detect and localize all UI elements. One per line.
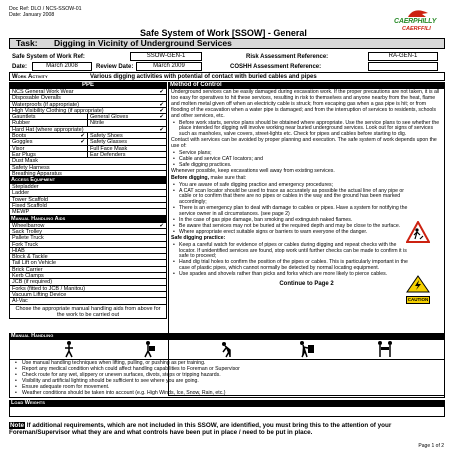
before-digging-item: • In the case of gas pipe damage, ban smoking and extinguish naked flames. <box>179 218 408 224</box>
electric-hazard-icon <box>406 275 430 293</box>
method-bullet-service-plans: • Before work starts, service plans should be obtained where appropriate. Use the service plans to see whether the place intended for digging will involve working near buried underground services. Look out for signs of services such as manholes, valve covers, street-lights etc. Check for pipes and cables before starting to dig. <box>179 121 442 139</box>
checklist-cell <box>88 114 166 119</box>
method-possible: Whenever possible, keep excavations well away from existing services. <box>171 167 335 174</box>
safe-digging-head: Safe digging practice: <box>171 234 226 241</box>
checklist-label: Safety Shoes <box>90 133 123 140</box>
task-bar <box>9 38 445 49</box>
checklist-label: High Visibility Clothing (if appropriate) <box>12 107 104 114</box>
doc-date: Date: January 2008 <box>9 12 55 18</box>
logo-text-top: CAERPHILLY <box>394 18 437 25</box>
manual-handling-item: • Report any medical condition which could affect handling capabilities to Foreman or Supervisor <box>22 367 440 373</box>
checklist-label: Safety Harness <box>12 164 50 171</box>
checklist-label: Ladder <box>12 190 30 197</box>
coshh-ref-value <box>368 62 438 71</box>
checklist-label: Gauntlets <box>12 114 36 121</box>
checklist-row <box>9 298 167 304</box>
task-label: Task: <box>16 38 38 48</box>
checklist-label: Tail Lift on Vehicle <box>12 260 57 267</box>
uses-item: • Safe digging practices. <box>179 163 442 169</box>
check-mark-icon: ✔ <box>159 101 164 108</box>
check-mark-icon: ✔ <box>80 139 85 146</box>
method-contact: Contact with services can be avoided by proper planning and execution. The safe system of work depends upon the use of: <box>171 137 437 150</box>
access-equipment-header: Access Equipment <box>9 177 167 184</box>
method-uses-list <box>171 151 442 169</box>
access-equipment-list <box>9 184 167 215</box>
team-lift-figure-icon <box>376 340 394 358</box>
note-tag: Note <box>10 422 24 429</box>
checklist-label: Pallete Truck <box>12 235 44 242</box>
checklist-label: Brick Carrier <box>12 266 43 273</box>
checklist-label: Block & Tackle <box>12 254 48 261</box>
work-activity-bar <box>9 72 445 81</box>
before-digging-list <box>171 183 442 236</box>
checklist-cell <box>10 114 88 119</box>
review-date-value: March 2009 <box>136 62 202 71</box>
coshh-ref-label: COSHH Assessment Reference: <box>230 64 322 70</box>
checklist-label: MEWP <box>12 209 30 216</box>
before-digging-heading <box>171 176 442 182</box>
date-label: Date: <box>12 64 28 70</box>
risk-ref-value: RA-GEN-1 <box>368 52 438 61</box>
checklist-label: NCS General Work Wear <box>12 89 74 95</box>
caution-label: CAUTION <box>407 296 429 302</box>
lifting-figure-icon <box>60 340 78 358</box>
checklist-label: Al-Vac <box>12 298 28 305</box>
checklist-label: Ear Defenders <box>90 151 126 158</box>
before-digging-tail: make sure that: <box>209 174 247 181</box>
checklist-cell <box>88 152 166 157</box>
checklist-label: JCB (if required) <box>12 279 53 286</box>
manual-handling-list <box>22 361 440 396</box>
checklist-label: Rubber <box>12 120 31 127</box>
load-weights-header: Load Weights <box>9 400 445 407</box>
manual-handling-item: • Check route for any wet, slippery or uneven surfaces, divots, steps or tripping hazards. <box>22 373 440 379</box>
checklist-cell <box>88 133 166 138</box>
bending-figure-icon <box>218 340 236 358</box>
checklist-label: Sack Trolley <box>12 228 42 235</box>
checklist-label: Goggles <box>12 139 33 146</box>
ssow-ref-value: SSOW-GEN-1 <box>130 52 202 61</box>
checklist-label: Visor <box>12 145 25 152</box>
page-number: Page 1 of 2 <box>418 443 444 449</box>
checklist-label: General Gloves <box>90 114 129 121</box>
work-activity-label: Work Activity <box>12 74 48 80</box>
safe-digging-item: • Use spades and shovels rather than picks and forks which are more likely to pierce cables. <box>179 272 408 278</box>
doc-ref: Doc Ref: DLO / NCS-SSOW-01 <box>9 6 82 12</box>
pushing-figure-icon <box>297 340 315 358</box>
check-mark-icon: ✔ <box>159 222 164 229</box>
checklist-label: Fixed Scaffold <box>12 203 47 210</box>
before-digging-item: • A CAT scan locator should be used to trace as accurately as possible the actual line of any pipe or cable or to confirm that there are no pipes or cables in the way and the ground has been marked accordingly; <box>179 189 408 207</box>
manual-aids-note: Chose the appropriate manual handling aids from above for the work to be carried out <box>9 305 167 319</box>
checklist-cell <box>10 146 88 151</box>
task-value: Digging in Vicinity of Underground Services <box>53 38 232 48</box>
checklist-cell <box>88 146 166 151</box>
checklist-label: Stepladder <box>12 184 39 191</box>
review-date-label: Review Date: <box>96 64 134 70</box>
caution-cable-sign <box>406 275 430 303</box>
continue-to-page-2: Continue to Page 2 <box>279 281 334 288</box>
manual-handling-item: • Ensure adequate room for movement. <box>22 385 440 391</box>
manual-handling-figures <box>9 340 445 360</box>
safe-digging-list <box>171 243 442 278</box>
manual-handling-item: • Use manual handling techniques when lifting, pulling, or pushing as per training. <box>22 361 440 367</box>
manual-aids-header: Manual Handling Aids <box>9 216 167 223</box>
manual-aids-list <box>9 223 167 305</box>
checklist-cell <box>10 133 88 138</box>
ppe-list <box>9 89 167 177</box>
checklist-label: Safety Glasses <box>90 139 127 146</box>
checklist-label: Kerb Clamps <box>12 273 44 280</box>
carrying-figure-icon <box>139 340 157 358</box>
safe-digging-item: • Hand dig trial holes to confirm the position of the pipes or cables. This is particularly important in the case of plastic pipes, which cannot normally be detected by normal locating equipment. <box>179 260 408 272</box>
checklist-label: Full Face Mask <box>90 145 128 152</box>
method-header: Method of Control <box>168 82 445 89</box>
logo-text-bottom: CAERFFILI <box>402 26 431 32</box>
checklist-label: Forks (fitted to JCB / Manitou) <box>12 285 86 292</box>
before-digging-head: Before digging, <box>171 174 210 181</box>
bottom-section <box>9 333 445 417</box>
checklist-row <box>9 171 167 177</box>
check-mark-icon: ✔ <box>159 126 164 133</box>
risk-ref-label: Risk Assessment Reference: <box>246 54 329 60</box>
manual-handling-item: • Visibility and artificial lighting should be sufficient to see where you are going. <box>22 379 440 385</box>
checklist-row <box>9 209 167 215</box>
checklist-cell <box>88 120 166 125</box>
manual-handling-header: Manual Handling <box>9 333 445 340</box>
before-digging-item: • You are aware of safe digging practice and emergency procedures; <box>179 183 408 189</box>
doc-ref-block <box>9 6 82 18</box>
manual-handling-text <box>9 360 445 398</box>
page-title: Safe System of Work [SSOW] - General <box>140 28 307 38</box>
uses-item: • Service plans; <box>179 151 442 157</box>
uses-item: • Cable and service CAT locators; and <box>179 157 442 163</box>
safe-digging-item: • Keep a careful watch for evidence of pipes or cables during digging and repeat checks with the locator. If unidentified services are found, stop work until further checks can be made to confirm it is safe to proceed; <box>179 243 408 261</box>
checklist-label: Hard Hat (where appropriate) <box>12 126 84 133</box>
before-digging-item: • Where appropriate erect suitable signs or barriers to warn everyone of the danger. <box>179 230 408 236</box>
checklist-label: HIAB <box>12 247 25 254</box>
checklist-label: Ear Plugs <box>12 151 36 158</box>
check-mark-icon: ✔ <box>159 114 164 121</box>
checklist-cell <box>10 120 88 125</box>
load-weights-row <box>9 407 445 417</box>
left-column <box>9 82 167 319</box>
men-at-work-sign-icon <box>406 221 430 243</box>
check-mark-icon: ✔ <box>80 133 85 140</box>
checklist-label: Waterproofs (if appropriate) <box>12 101 80 108</box>
checklist-label: Breathing Apparatus <box>12 170 62 177</box>
checklist-cell <box>10 152 88 157</box>
before-digging-item: • Be aware that services may not be buried at the required depth and may be close to the surface. <box>179 224 408 230</box>
before-digging-item: • There is an emergency plan to deal with damage to cables or pipes. Have a system for notifying the service owner in all circumstances. (see page 2) <box>179 206 408 218</box>
checklist-label: Nitrile <box>90 120 105 127</box>
check-mark-icon: ✔ <box>159 107 164 114</box>
safe-digging-heading <box>171 236 442 242</box>
checklist-cell <box>88 139 166 144</box>
checklist-label: Vacuum Lifting Device <box>12 291 67 298</box>
checklist-label: Disposable Overalls <box>12 95 61 102</box>
checklist-label: Dust Mask <box>12 158 38 165</box>
manual-handling-item: • Weather conditions should be taken into account (e.g. High Winds, Ice, Snow, Rain, etc.) <box>22 391 440 397</box>
date-value: March 2008 <box>32 62 92 71</box>
ssow-ref-label: Safe System of Work Ref: <box>12 54 85 60</box>
check-mark-icon: ✔ <box>159 89 164 95</box>
checklist-label: Boots <box>12 133 27 140</box>
checklist-label: Fork Truck <box>12 241 38 248</box>
checklist-cell <box>10 139 88 144</box>
checklist-label: Tower Scaffold <box>12 196 48 203</box>
work-activity-value: Various digging activities with potential of contact with buried cables and pipes <box>90 74 317 80</box>
caerphilly-logo <box>394 7 440 35</box>
checklist-label: Wheelbarrow <box>12 222 45 229</box>
note-text: If additional requirements, which are not included in this SSOW, are identified, you must bring this to the attention of your Foreman/Supervisor what they are and what controls have been put in place / need to be put in place. <box>9 422 392 437</box>
footer-note <box>9 422 445 437</box>
ppe-header: PPE <box>9 82 167 89</box>
method-intro: Underground services can be easily damaged during excavation work. If the proper precautions are not taken, it is all too easy for operatives to hit these services, resulting in risk to themselves and anyone nearby from the heat, flame and molten metal given off when an electricity cable is struck; from escaping gas when a gas pipe is hit; or from flooding of the excavation when a water pipe is damaged; and from the interruption of services to residents, schools and other services, etc. <box>171 89 440 119</box>
